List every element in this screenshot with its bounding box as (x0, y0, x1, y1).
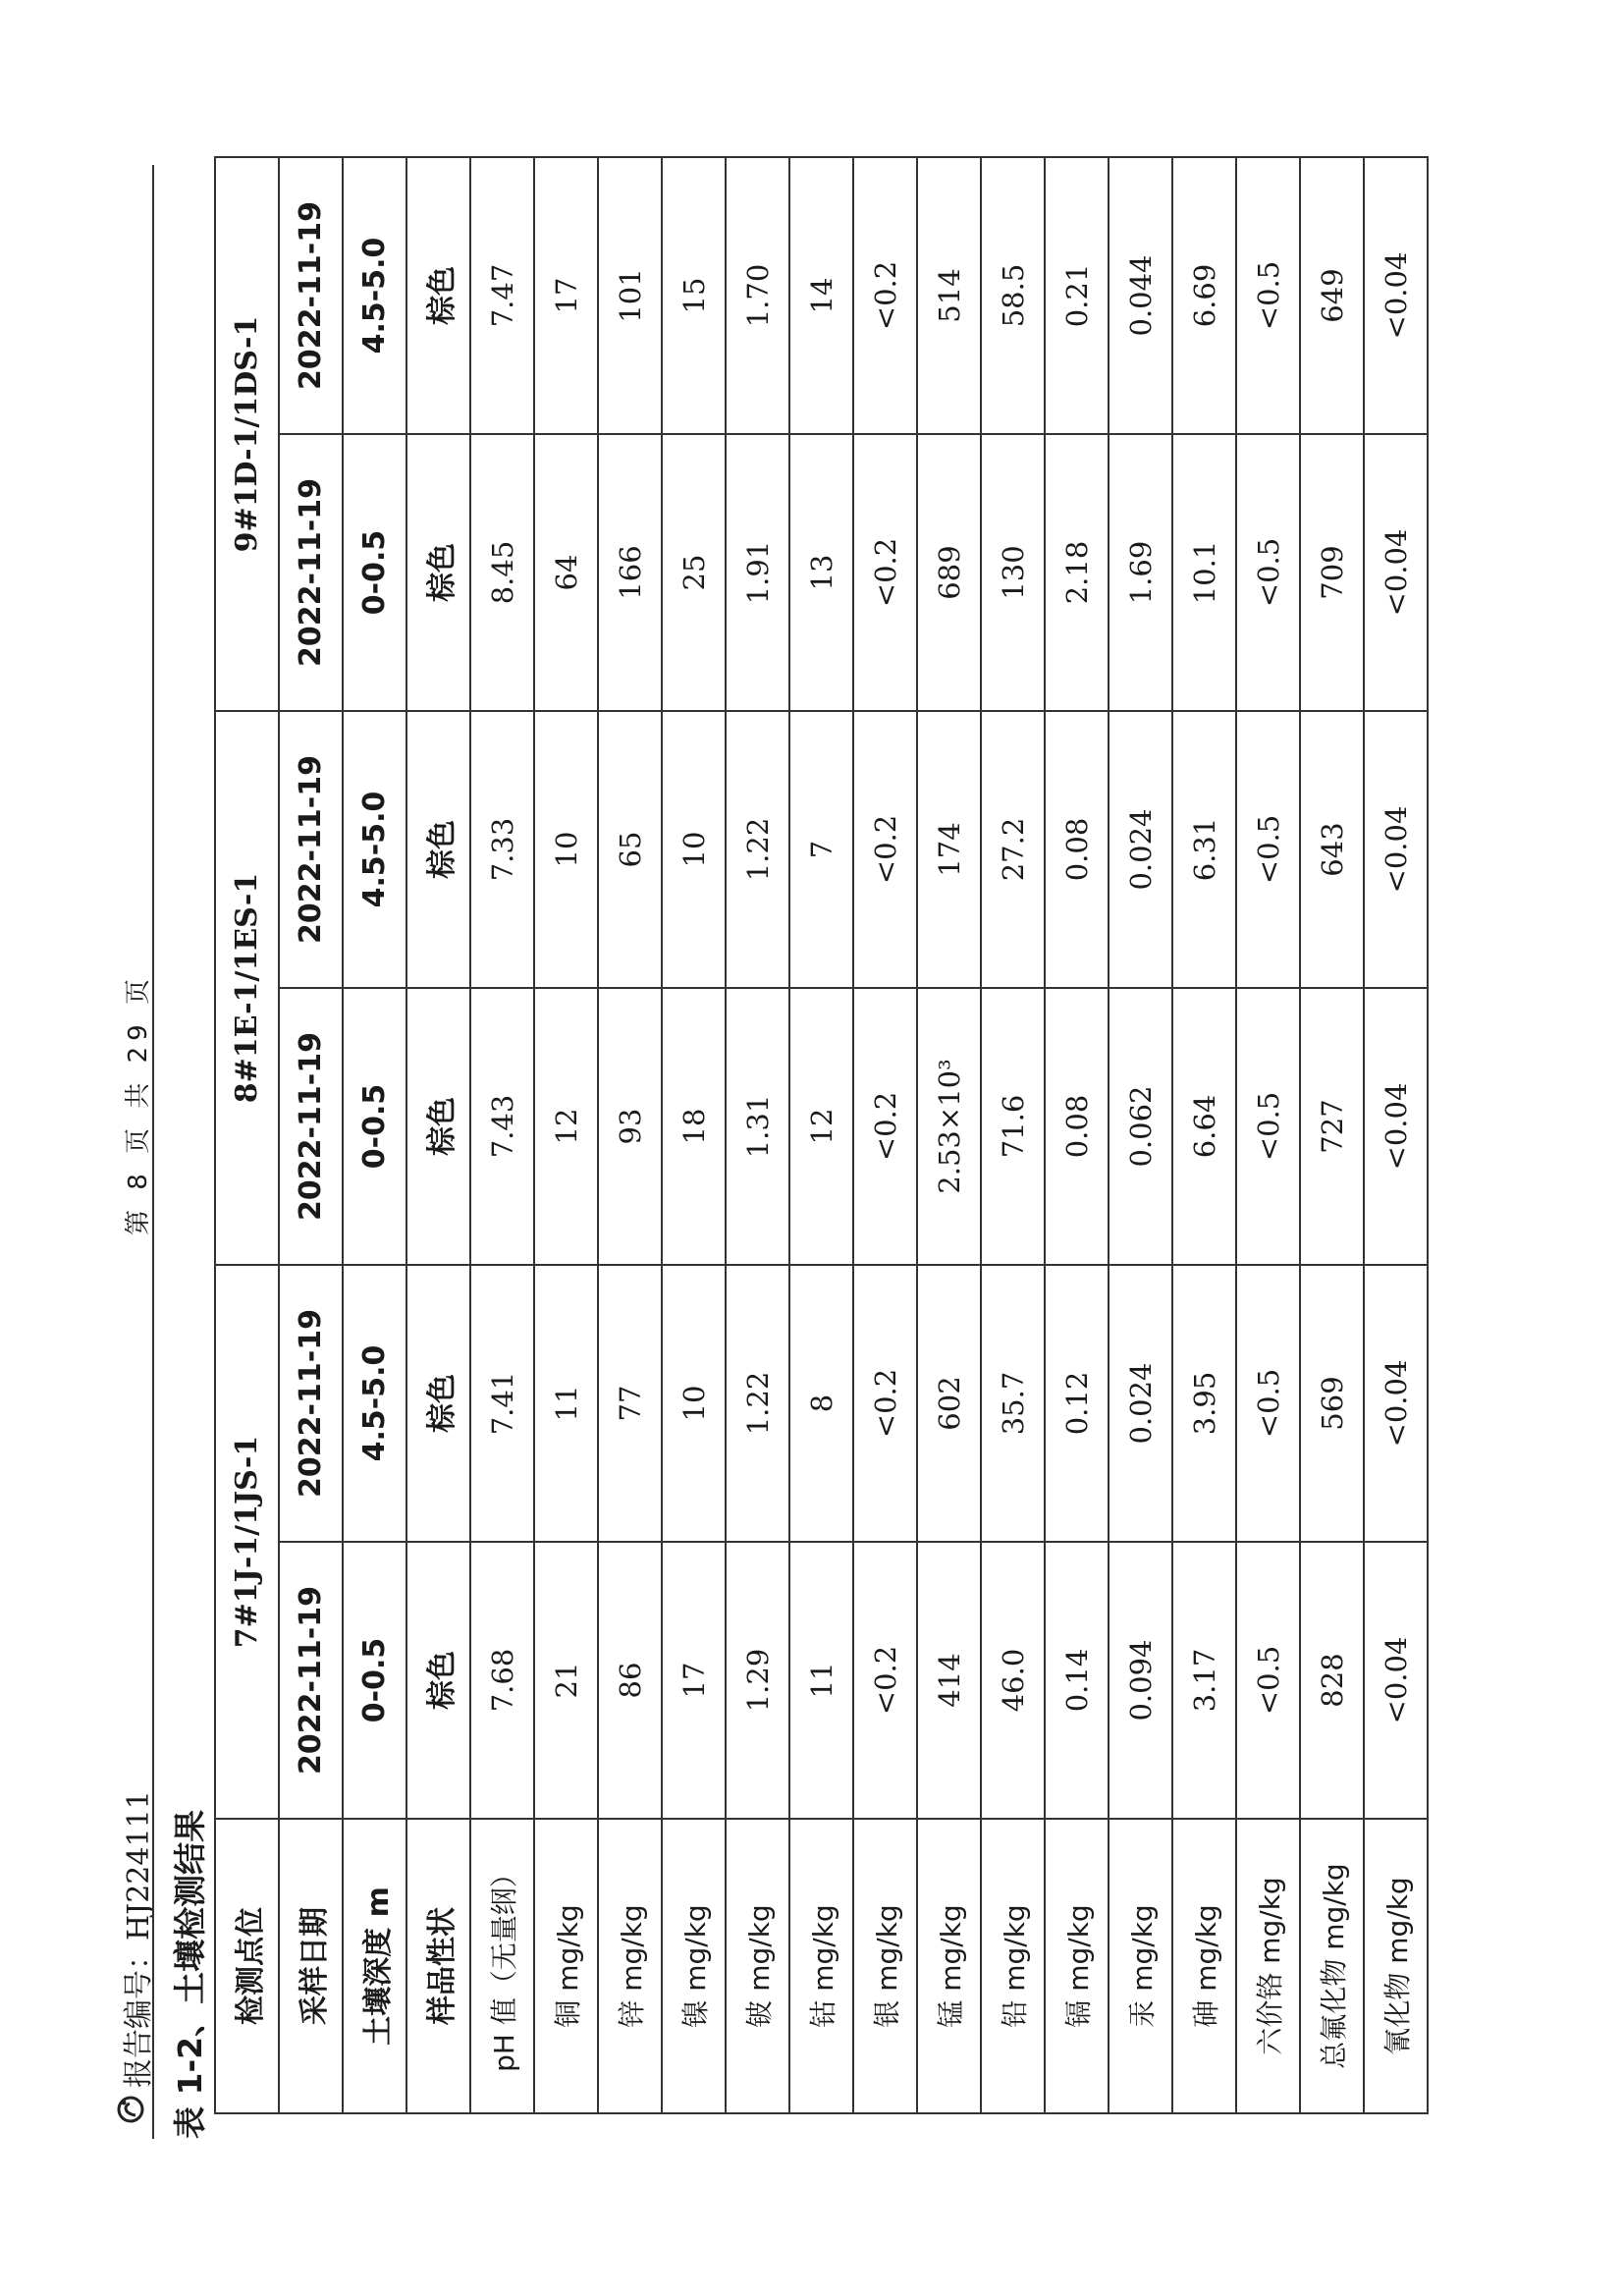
row-label: 银 mg/kg (853, 1819, 917, 2113)
meta-row (279, 157, 343, 2113)
table-cell: 6.69 (1172, 157, 1236, 434)
table-cell: 7.41 (470, 1265, 534, 1542)
table-cell: 1.22 (726, 711, 789, 988)
table-cell: 17 (662, 1542, 726, 1819)
table-cell: 0-0.5 (343, 988, 406, 1265)
table-cell: 1.69 (1109, 434, 1172, 711)
table-cell: 2022-11-19 (279, 1542, 343, 1819)
table-cell: 0-0.5 (343, 434, 406, 711)
table-cell: 7.68 (470, 1542, 534, 1819)
table-cell: 1.29 (726, 1542, 789, 1819)
table-cell: 0.08 (1045, 988, 1109, 1265)
table-cell: <0.5 (1236, 1265, 1300, 1542)
table-cell: 棕色 (406, 434, 470, 711)
report-number-value: HJ224111 (122, 1790, 156, 1941)
table-cell: <0.2 (853, 157, 917, 434)
table-cell: <0.2 (853, 1265, 917, 1542)
table-cell: 2022-11-19 (279, 434, 343, 711)
corner-header: 检测点位 (215, 1819, 279, 2113)
table-cell: 12 (789, 988, 853, 1265)
table-cell: 0.12 (1045, 1265, 1109, 1542)
table-cell: 0.062 (1109, 988, 1172, 1265)
table-cell: 0.044 (1109, 157, 1172, 434)
table-cell: 0.024 (1109, 1265, 1172, 1542)
table-row (662, 157, 726, 2113)
table-cell: 709 (1300, 434, 1364, 711)
table-cell: <0.5 (1236, 157, 1300, 434)
meta-row (406, 157, 470, 2113)
table-cell: 7.47 (470, 157, 534, 434)
table-cell: 15 (662, 157, 726, 434)
table-cell: 棕色 (406, 711, 470, 988)
table-cell: 27.2 (981, 711, 1045, 988)
table-cell: 棕色 (406, 1542, 470, 1819)
table-row (470, 157, 534, 2113)
table-cell: 3.17 (1172, 1542, 1236, 1819)
table-row (534, 157, 598, 2113)
table-row (1045, 157, 1109, 2113)
table-row (1172, 157, 1236, 2113)
table-cell: 10.1 (1172, 434, 1236, 711)
table-row (1109, 157, 1172, 2113)
table-cell: 10 (662, 1265, 726, 1542)
row-label: pH 值（无量纲） (470, 1819, 534, 2113)
row-label: 砷 mg/kg (1172, 1819, 1236, 2113)
table-cell: 0-0.5 (343, 1542, 406, 1819)
table-cell: <0.04 (1364, 988, 1428, 1265)
report-number-label: 报告编号： (122, 1941, 156, 2088)
table-cell: 64 (534, 434, 598, 711)
table-cell: 35.7 (981, 1265, 1045, 1542)
table-cell: 689 (917, 434, 981, 711)
table-cell: 0.14 (1045, 1542, 1109, 1819)
row-label: 总氟化物 mg/kg (1300, 1819, 1364, 2113)
table-cell: 2022-11-19 (279, 1265, 343, 1542)
row-label: 汞 mg/kg (1109, 1819, 1172, 2113)
table-cell: 514 (917, 157, 981, 434)
table-cell: <0.2 (853, 711, 917, 988)
table-row (598, 157, 662, 2113)
table-cell: 86 (598, 1542, 662, 1819)
table-cell: 10 (662, 711, 726, 988)
company-logo-icon (116, 2095, 145, 2124)
table-cell: <0.2 (853, 434, 917, 711)
table-row (1236, 157, 1300, 2113)
table-cell: 13 (789, 434, 853, 711)
row-label: 样品性状 (406, 1819, 470, 2113)
table-cell: 0.094 (1109, 1542, 1172, 1819)
point-header-9: 9#1D-1/1DS-1 (215, 157, 279, 711)
table-cell: 649 (1300, 157, 1364, 434)
header-row-points (215, 157, 279, 2113)
table-cell: 1.70 (726, 157, 789, 434)
table-cell: 2022-11-19 (279, 711, 343, 988)
table-body (215, 157, 1428, 2113)
table-cell: 棕色 (406, 1265, 470, 1542)
row-label: 锌 mg/kg (598, 1819, 662, 2113)
table-cell: 6.64 (1172, 988, 1236, 1265)
row-label: 氰化物 mg/kg (1364, 1819, 1428, 2113)
table-cell: <0.04 (1364, 434, 1428, 711)
table-row (789, 157, 853, 2113)
table-cell: 77 (598, 1265, 662, 1542)
table-cell: <0.2 (853, 1542, 917, 1819)
table-cell: <0.2 (853, 988, 917, 1265)
table-cell: 0.08 (1045, 711, 1109, 988)
table-cell: 0.024 (1109, 711, 1172, 988)
page-number: 第 8 页 共 29 页 (124, 973, 153, 1235)
table-cell: 569 (1300, 1265, 1364, 1542)
table-cell: 93 (598, 988, 662, 1265)
table-cell: 4.5-5.0 (343, 1265, 406, 1542)
point-header-7: 7#1J-1/1JS-1 (215, 1265, 279, 1819)
table-cell: 11 (789, 1542, 853, 1819)
table-cell: 0.21 (1045, 157, 1109, 434)
table-cell: 46.0 (981, 1542, 1045, 1819)
table-cell: 643 (1300, 711, 1364, 988)
table-cell: 8 (789, 1265, 853, 1542)
table-cell: 58.5 (981, 157, 1045, 434)
table-cell: 2.18 (1045, 434, 1109, 711)
table-cell: 414 (917, 1542, 981, 1819)
table-row (1364, 157, 1428, 2113)
table-cell: 11 (534, 1265, 598, 1542)
table-cell: 4.5-5.0 (343, 711, 406, 988)
row-label: 钴 mg/kg (789, 1819, 853, 2113)
row-label: 铜 mg/kg (534, 1819, 598, 2113)
table-cell: 18 (662, 988, 726, 1265)
row-label: 铍 mg/kg (726, 1819, 789, 2113)
table-cell: 7.33 (470, 711, 534, 988)
table-row (917, 157, 981, 2113)
point-header-8: 8#1E-1/1ES-1 (215, 711, 279, 1265)
row-label: 采样日期 (279, 1819, 343, 2113)
table-cell: 130 (981, 434, 1045, 711)
table-cell: 166 (598, 434, 662, 711)
table-title: 表 1-2、土壤检测结果 (171, 1809, 209, 2139)
table-cell: 17 (534, 157, 598, 434)
table-cell: 7 (789, 711, 853, 988)
table-cell: 71.6 (981, 988, 1045, 1265)
table-cell: <0.04 (1364, 1542, 1428, 1819)
table-cell: <0.04 (1364, 157, 1428, 434)
table-row (726, 157, 789, 2113)
table-row (1300, 157, 1364, 2113)
soil-results-table (214, 156, 1429, 2114)
table-cell: 10 (534, 711, 598, 988)
table-cell: 6.31 (1172, 711, 1236, 988)
table-cell: <0.04 (1364, 1265, 1428, 1542)
row-label: 土壤深度 m (343, 1819, 406, 2113)
table-cell: 1.91 (726, 434, 789, 711)
table-cell: 727 (1300, 988, 1364, 1265)
row-label: 镍 mg/kg (662, 1819, 726, 2113)
table-cell: 174 (917, 711, 981, 988)
table-cell: 101 (598, 157, 662, 434)
table-cell: <0.04 (1364, 711, 1428, 988)
table-cell: 21 (534, 1542, 598, 1819)
table-cell: 2.53×10³ (917, 988, 981, 1265)
table-cell: 828 (1300, 1542, 1364, 1819)
table-cell: 棕色 (406, 157, 470, 434)
table-cell: 3.95 (1172, 1265, 1236, 1542)
table-cell: 14 (789, 157, 853, 434)
row-label: 铅 mg/kg (981, 1819, 1045, 2113)
report-number (114, 1790, 157, 2088)
table-row (981, 157, 1045, 2113)
table-cell: <0.5 (1236, 988, 1300, 1265)
table-cell: <0.5 (1236, 711, 1300, 988)
table-cell: 1.22 (726, 1265, 789, 1542)
row-label: 六价铬 mg/kg (1236, 1819, 1300, 2113)
table-cell: 25 (662, 434, 726, 711)
header-divider (152, 165, 154, 2139)
row-label: 锰 mg/kg (917, 1819, 981, 2113)
table-cell: 2022-11-19 (279, 988, 343, 1265)
table-cell: 1.31 (726, 988, 789, 1265)
table-cell: 4.5-5.0 (343, 157, 406, 434)
table-cell: 65 (598, 711, 662, 988)
table-row (853, 157, 917, 2113)
table-cell: 7.43 (470, 988, 534, 1265)
row-label: 镉 mg/kg (1045, 1819, 1109, 2113)
table-cell: 12 (534, 988, 598, 1265)
meta-row (343, 157, 406, 2113)
table-cell: 8.45 (470, 434, 534, 711)
table-cell: 602 (917, 1265, 981, 1542)
table-cell: <0.5 (1236, 434, 1300, 711)
table-cell: <0.5 (1236, 1542, 1300, 1819)
table-cell: 2022-11-19 (279, 157, 343, 434)
table-cell: 棕色 (406, 988, 470, 1265)
